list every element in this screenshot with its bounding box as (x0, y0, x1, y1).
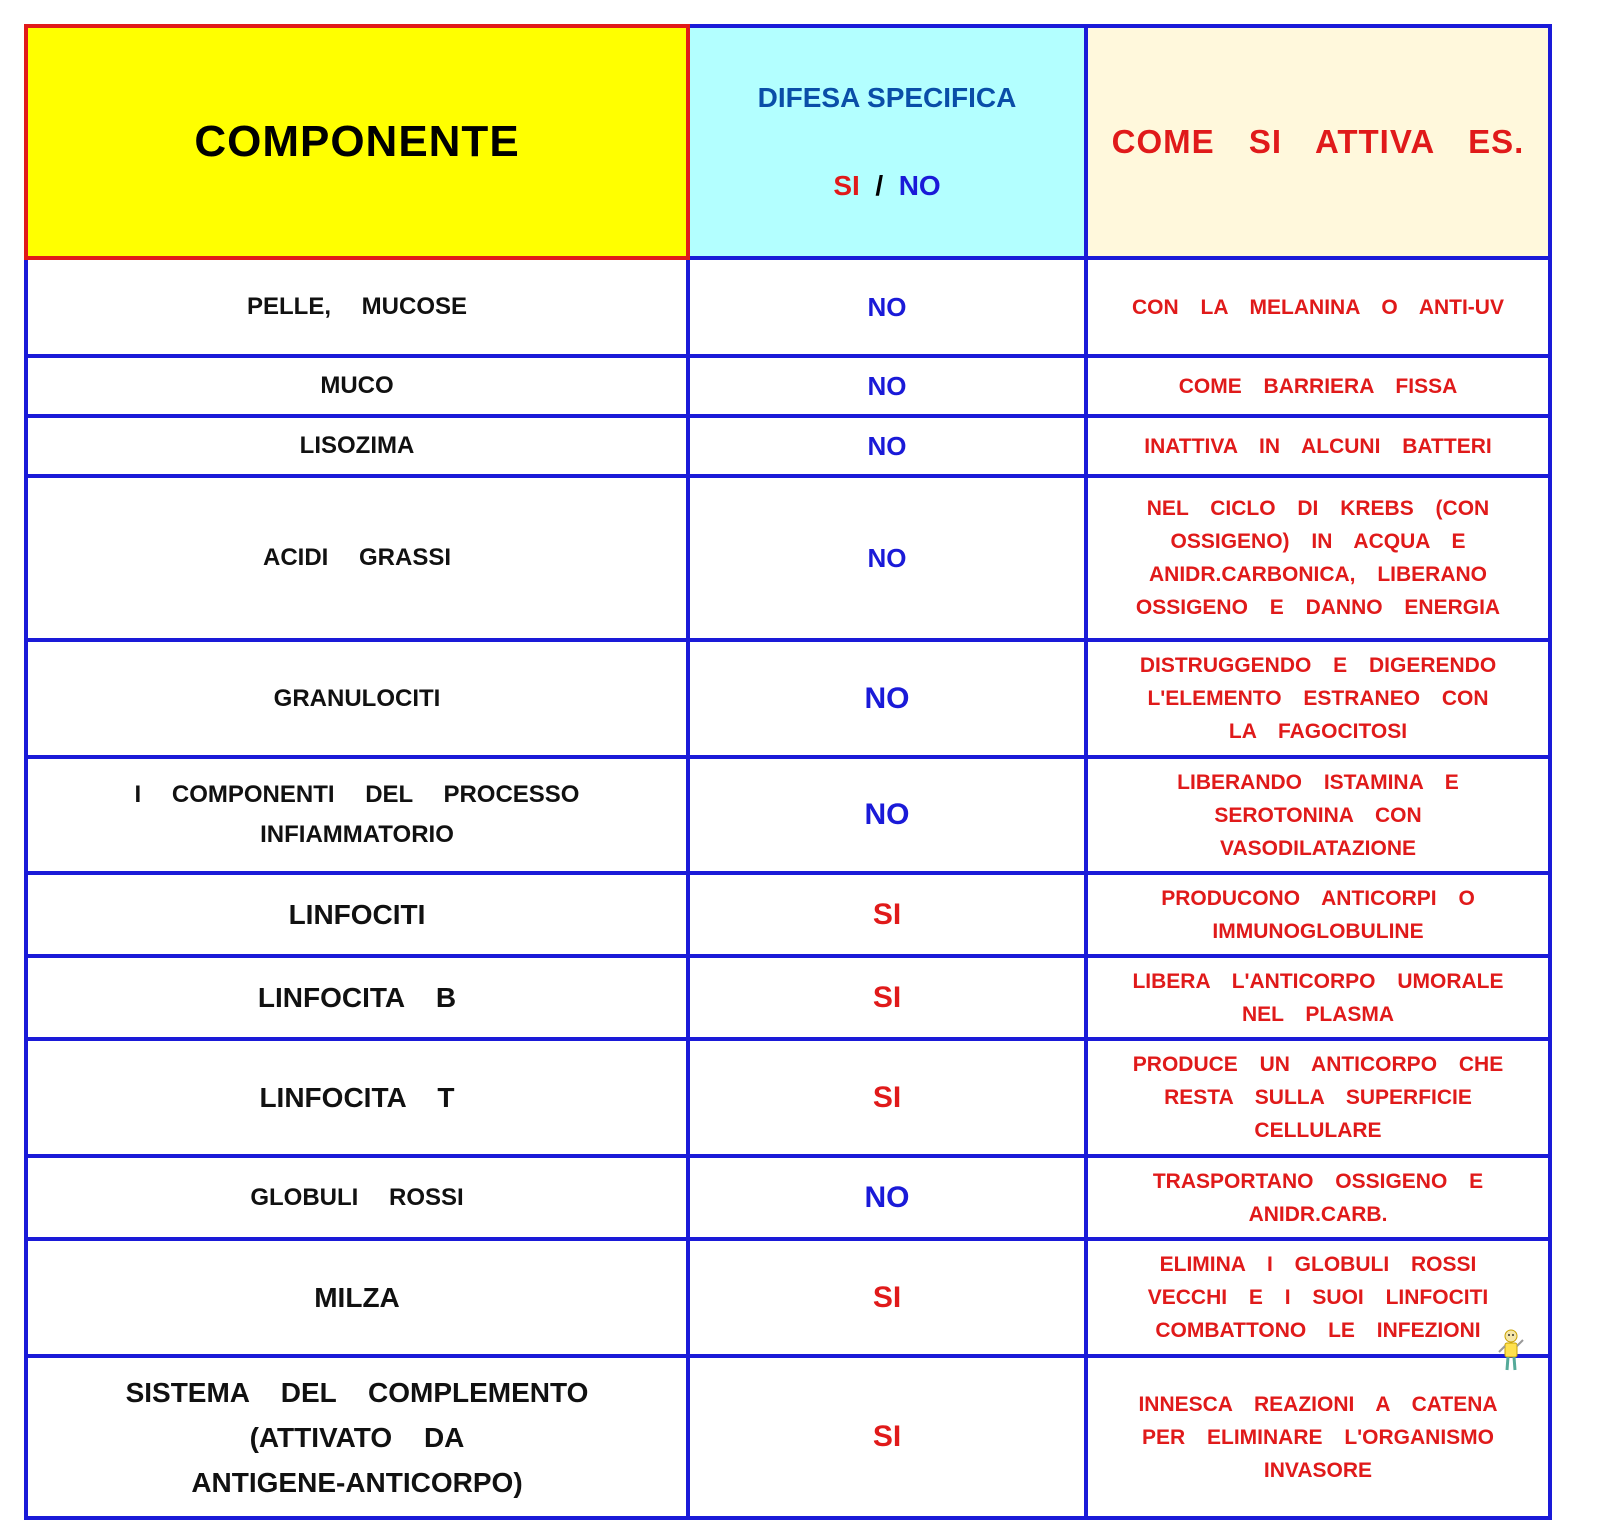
table-row (26, 956, 1550, 1039)
cell-come-si-attiva: COME BARRIERA FISSA (1086, 356, 1550, 416)
cell-difesa-specifica: NO (688, 1156, 1086, 1239)
cell-componente: ACIDI GRASSI (26, 476, 688, 640)
cell-componente: LINFOCITI (26, 873, 688, 956)
cell-difesa-specifica: NO (688, 476, 1086, 640)
robot-mascot-icon (1497, 1328, 1525, 1374)
cell-difesa-specifica: NO (688, 258, 1086, 356)
cell-difesa-specifica: SI (688, 1356, 1086, 1518)
header-si: SI (833, 170, 860, 201)
header-componente: COMPONENTE (26, 26, 688, 258)
table-row (26, 873, 1550, 956)
cell-componente: LINFOCITA B (26, 956, 688, 1039)
cell-componente: PELLE, MUCOSE (26, 258, 688, 356)
cell-difesa-specifica: SI (688, 1239, 1086, 1356)
cell-difesa-specifica: NO (688, 356, 1086, 416)
header-no: NO (898, 170, 941, 201)
cell-difesa-specifica: NO (688, 640, 1086, 757)
table-row (26, 1156, 1550, 1239)
table-row (26, 356, 1550, 416)
cell-come-si-attiva: ELIMINA I GLOBULI ROSSI VECCHI E I SUOI LINFOCITI COMBATTONO LE INFEZIONI (1086, 1239, 1550, 1356)
cell-componente: MILZA (26, 1239, 688, 1356)
cell-componente: LINFOCITA T (26, 1039, 688, 1156)
cell-come-si-attiva: CON LA MELANINA O ANTI-UV (1086, 258, 1550, 356)
header-row (26, 26, 1550, 258)
table-row (26, 1239, 1550, 1356)
cell-componente: LISOZIMA (26, 416, 688, 476)
cell-difesa-specifica: NO (688, 416, 1086, 476)
header-difesa-label: DIFESA SPECIFICA (757, 82, 1017, 113)
cell-componente: SISTEMA DEL COMPLEMENTO (ATTIVATO DA ANTIGENE-ANTICORPO) (26, 1356, 688, 1518)
cell-come-si-attiva: DISTRUGGENDO E DIGERENDO L'ELEMENTO ESTRANEO CON LA FAGOCITOSI (1086, 640, 1550, 757)
cell-componente: MUCO (26, 356, 688, 416)
cell-come-si-attiva: LIBERANDO ISTAMINA E SEROTONINA CON VASODILATAZIONE (1086, 757, 1550, 873)
table-row (26, 1356, 1550, 1518)
header-si-no (706, 164, 1068, 208)
cell-come-si-attiva: TRASPORTANO OSSIGENO E ANIDR.CARB. (1086, 1156, 1550, 1239)
cell-difesa-specifica: NO (688, 757, 1086, 873)
cell-come-si-attiva: INNESCA REAZIONI A CATENA PER ELIMINARE L'ORGANISMO INVASORE (1086, 1356, 1550, 1518)
cell-come-si-attiva: PRODUCONO ANTICORPI O IMMUNOGLOBULINE (1086, 873, 1550, 956)
table-row (26, 476, 1550, 640)
cell-come-si-attiva: NEL CICLO DI KREBS (CON OSSIGENO) IN ACQUA E ANIDR.CARBONICA, LIBERANO OSSIGENO E DANNO ENERGIA (1086, 476, 1550, 640)
table-row (26, 757, 1550, 873)
header-difesa-specifica (688, 26, 1086, 258)
cell-componente: I COMPONENTI DEL PROCESSO INFIAMMATORIO (26, 757, 688, 873)
cell-difesa-specifica: SI (688, 956, 1086, 1039)
header-come-si-attiva: COME SI ATTIVA ES. (1086, 26, 1550, 258)
cell-come-si-attiva: INATTIVA IN ALCUNI BATTERI (1086, 416, 1550, 476)
table-row (26, 416, 1550, 476)
table-row (26, 258, 1550, 356)
header-slash: / (875, 170, 884, 201)
table-row (26, 640, 1550, 757)
cell-componente: GLOBULI ROSSI (26, 1156, 688, 1239)
cell-come-si-attiva: LIBERA L'ANTICORPO UMORALE NEL PLASMA (1086, 956, 1550, 1039)
table-row (26, 1039, 1550, 1156)
cell-come-si-attiva: PRODUCE UN ANTICORPO CHE RESTA SULLA SUPERFICIE CELLULARE (1086, 1039, 1550, 1156)
cell-componente: GRANULOCITI (26, 640, 688, 757)
immune-defense-table (24, 24, 1552, 1520)
cell-difesa-specifica: SI (688, 1039, 1086, 1156)
cell-difesa-specifica: SI (688, 873, 1086, 956)
